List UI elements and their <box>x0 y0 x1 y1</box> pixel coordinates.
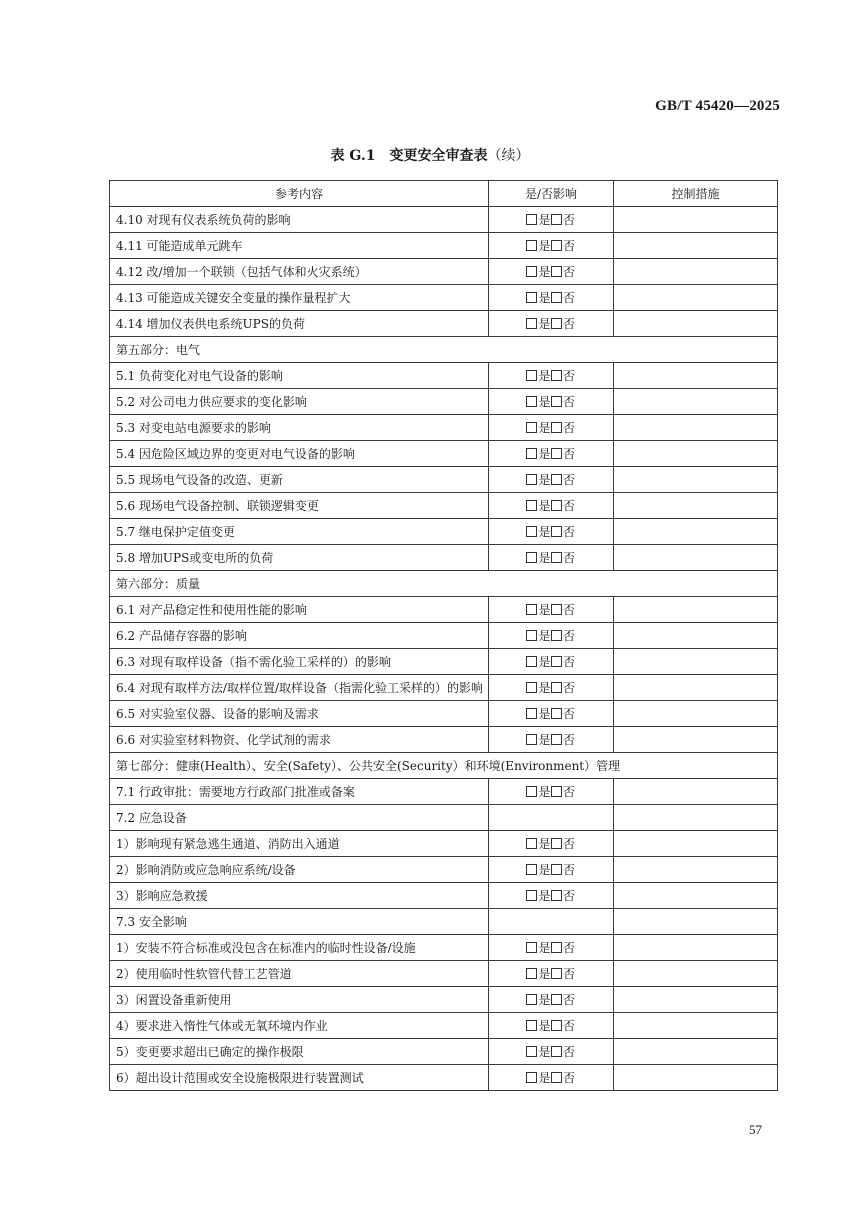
no-checkbox[interactable] <box>551 1020 562 1031</box>
no-label: 否 <box>563 239 576 253</box>
change-safety-review-table <box>109 180 778 1091</box>
yes-label: 是 <box>538 1045 551 1059</box>
yes-checkbox[interactable] <box>526 630 537 641</box>
table-row <box>110 1013 778 1039</box>
control-measure-cell[interactable] <box>614 805 778 831</box>
table-row <box>110 389 778 415</box>
reference-content-cell: 7.2 应急设备 <box>110 805 489 831</box>
table-row <box>110 1065 778 1091</box>
table-row <box>110 701 778 727</box>
table-row <box>110 493 778 519</box>
control-measure-cell[interactable] <box>614 259 778 285</box>
yes-checkbox[interactable] <box>526 318 537 329</box>
control-measure-cell[interactable] <box>614 415 778 441</box>
yes-checkbox[interactable] <box>526 1020 537 1031</box>
impact-cell <box>489 883 614 909</box>
no-checkbox[interactable] <box>551 370 562 381</box>
yes-checkbox[interactable] <box>526 1072 537 1083</box>
no-checkbox[interactable] <box>551 422 562 433</box>
impact-cell <box>489 623 614 649</box>
yes-checkbox[interactable] <box>526 708 537 719</box>
yes-checkbox[interactable] <box>526 604 537 615</box>
control-measure-cell[interactable] <box>614 1013 778 1039</box>
section-title: 第五部分：电气 <box>110 337 778 363</box>
no-checkbox[interactable] <box>551 526 562 537</box>
yes-label: 是 <box>538 1071 551 1085</box>
no-label: 否 <box>563 499 576 513</box>
column-header-reference: 参考内容 <box>110 181 489 207</box>
reference-content-cell: 4.10 对现有仪表系统负荷的影响 <box>110 207 489 233</box>
no-checkbox[interactable] <box>551 968 562 979</box>
table-label: 表 G.1 <box>330 148 376 164</box>
yes-label: 是 <box>538 369 551 383</box>
yes-checkbox[interactable] <box>526 214 537 225</box>
reference-content-cell: 5.6 现场电气设备控制、联锁逻辑变更 <box>110 493 489 519</box>
impact-cell <box>489 545 614 571</box>
yes-checkbox[interactable] <box>526 422 537 433</box>
impact-cell <box>489 727 614 753</box>
section-title: 第七部分：健康(Health）、安全(Safety）、公共安全(Security）和环境(Environment）管理 <box>110 753 778 779</box>
yes-checkbox[interactable] <box>526 864 537 875</box>
column-header-impact: 是/否影响 <box>489 181 614 207</box>
table-row <box>110 961 778 987</box>
table-row <box>110 987 778 1013</box>
no-label: 否 <box>563 785 576 799</box>
no-label: 否 <box>563 551 576 565</box>
control-measure-cell[interactable] <box>614 727 778 753</box>
control-measure-cell[interactable] <box>614 311 778 337</box>
no-label: 否 <box>563 733 576 747</box>
reference-content-cell: 5.7 继电保护定值变更 <box>110 519 489 545</box>
reference-content-cell: 7.1 行政审批：需要地方行政部门批准或备案 <box>110 779 489 805</box>
yes-checkbox[interactable] <box>526 240 537 251</box>
no-checkbox[interactable] <box>551 292 562 303</box>
no-checkbox[interactable] <box>551 396 562 407</box>
no-label: 否 <box>563 1045 576 1059</box>
reference-content-cell: 2）使用临时性软管代替工艺管道 <box>110 961 489 987</box>
yes-label: 是 <box>538 889 551 903</box>
table-row <box>110 935 778 961</box>
yes-label: 是 <box>538 1019 551 1033</box>
reference-content-cell: 3）闲置设备重新使用 <box>110 987 489 1013</box>
yes-label: 是 <box>538 421 551 435</box>
reference-content-cell: 5.2 对公司电力供应要求的变化影响 <box>110 389 489 415</box>
yes-label: 是 <box>538 291 551 305</box>
reference-content-cell: 5.4 因危险区域边界的变更对电气设备的影响 <box>110 441 489 467</box>
control-measure-cell[interactable] <box>614 597 778 623</box>
no-checkbox[interactable] <box>551 708 562 719</box>
table-continuation: （续） <box>487 148 530 164</box>
no-label: 否 <box>563 603 576 617</box>
reference-content-cell: 6.6 对实验室材料物资、化学试剂的需求 <box>110 727 489 753</box>
table-row <box>110 649 778 675</box>
reference-content-cell: 4.14 增加仪表供电系统UPS的负荷 <box>110 311 489 337</box>
yes-checkbox[interactable] <box>526 942 537 953</box>
yes-label: 是 <box>538 863 551 877</box>
control-measure-cell[interactable] <box>614 1065 778 1091</box>
table-header-row <box>110 181 778 207</box>
impact-cell <box>489 961 614 987</box>
yes-checkbox[interactable] <box>526 474 537 485</box>
no-label: 否 <box>563 213 576 227</box>
table-row <box>110 1039 778 1065</box>
impact-cell <box>489 779 614 805</box>
control-measure-cell[interactable] <box>614 493 778 519</box>
yes-checkbox[interactable] <box>526 526 537 537</box>
impact-cell <box>489 519 614 545</box>
yes-label: 是 <box>538 213 551 227</box>
impact-cell <box>489 259 614 285</box>
yes-label: 是 <box>538 447 551 461</box>
control-measure-cell[interactable] <box>614 831 778 857</box>
control-measure-cell[interactable] <box>614 961 778 987</box>
yes-label: 是 <box>538 551 551 565</box>
impact-cell <box>489 285 614 311</box>
table-row <box>110 779 778 805</box>
no-label: 否 <box>563 655 576 669</box>
table-row <box>110 883 778 909</box>
table-title <box>0 145 860 165</box>
no-label: 否 <box>563 707 576 721</box>
table-row <box>110 285 778 311</box>
no-label: 否 <box>563 317 576 331</box>
reference-content-cell: 1）安装不符合标准或没包含在标准内的临时性设备/设施 <box>110 935 489 961</box>
no-checkbox[interactable] <box>551 864 562 875</box>
no-label: 否 <box>563 421 576 435</box>
reference-content-cell: 5.5 现场电气设备的改造、更新 <box>110 467 489 493</box>
section-row <box>110 571 778 597</box>
yes-label: 是 <box>538 967 551 981</box>
control-measure-cell[interactable] <box>614 701 778 727</box>
impact-cell <box>489 389 614 415</box>
reference-content-cell: 6）超出设计范围或安全设施极限进行装置测试 <box>110 1065 489 1091</box>
table-body <box>110 207 778 1091</box>
no-checkbox[interactable] <box>551 734 562 745</box>
yes-label: 是 <box>538 733 551 747</box>
no-checkbox[interactable] <box>551 630 562 641</box>
yes-checkbox[interactable] <box>526 266 537 277</box>
no-checkbox[interactable] <box>551 942 562 953</box>
table-row <box>110 727 778 753</box>
control-measure-cell[interactable] <box>614 987 778 1013</box>
control-measure-cell[interactable] <box>614 389 778 415</box>
table-row <box>110 831 778 857</box>
impact-cell <box>489 207 614 233</box>
control-measure-cell[interactable] <box>614 675 778 701</box>
no-label: 否 <box>563 291 576 305</box>
impact-cell <box>489 363 614 389</box>
no-checkbox[interactable] <box>551 500 562 511</box>
table-row <box>110 363 778 389</box>
control-measure-cell[interactable] <box>614 649 778 675</box>
no-label: 否 <box>563 473 576 487</box>
yes-checkbox[interactable] <box>526 656 537 667</box>
table-row <box>110 441 778 467</box>
yes-checkbox[interactable] <box>526 370 537 381</box>
control-measure-cell[interactable] <box>614 909 778 935</box>
no-checkbox[interactable] <box>551 240 562 251</box>
page-number: 57 <box>749 1122 762 1137</box>
yes-label: 是 <box>538 655 551 669</box>
yes-label: 是 <box>538 239 551 253</box>
table-row <box>110 857 778 883</box>
impact-cell <box>489 831 614 857</box>
table-row <box>110 259 778 285</box>
table-row <box>110 545 778 571</box>
table-row <box>110 415 778 441</box>
impact-cell <box>489 441 614 467</box>
no-label: 否 <box>563 447 576 461</box>
impact-cell <box>489 701 614 727</box>
no-label: 否 <box>563 369 576 383</box>
no-checkbox[interactable] <box>551 1072 562 1083</box>
no-label: 否 <box>563 941 576 955</box>
table-row <box>110 597 778 623</box>
no-label: 否 <box>563 837 576 851</box>
yes-label: 是 <box>538 629 551 643</box>
reference-content-cell: 4.13 可能造成关键安全变量的操作量程扩大 <box>110 285 489 311</box>
table-row <box>110 311 778 337</box>
impact-cell <box>489 1013 614 1039</box>
control-measure-cell[interactable] <box>614 363 778 389</box>
impact-cell <box>489 649 614 675</box>
yes-label: 是 <box>538 265 551 279</box>
control-measure-cell[interactable] <box>614 623 778 649</box>
yes-checkbox[interactable] <box>526 292 537 303</box>
standard-code: GB/T 45420—2025 <box>655 98 780 114</box>
yes-label: 是 <box>538 473 551 487</box>
subheading-row <box>110 909 778 935</box>
control-measure-cell[interactable] <box>614 935 778 961</box>
no-label: 否 <box>563 525 576 539</box>
impact-cell <box>489 1039 614 1065</box>
section-row <box>110 753 778 779</box>
yes-checkbox[interactable] <box>526 786 537 797</box>
impact-cell <box>489 493 614 519</box>
no-label: 否 <box>563 993 576 1007</box>
reference-content-cell: 3）影响应急救援 <box>110 883 489 909</box>
yes-label: 是 <box>538 317 551 331</box>
reference-content-cell: 2）影响消防或应急响应系统/设备 <box>110 857 489 883</box>
impact-cell <box>489 233 614 259</box>
no-checkbox[interactable] <box>551 318 562 329</box>
impact-cell <box>489 1065 614 1091</box>
yes-label: 是 <box>538 525 551 539</box>
table-row <box>110 233 778 259</box>
no-checkbox[interactable] <box>551 1046 562 1057</box>
impact-cell <box>489 415 614 441</box>
impact-cell <box>489 805 614 831</box>
yes-checkbox[interactable] <box>526 968 537 979</box>
reference-content-cell: 6.2 产品储存容器的影响 <box>110 623 489 649</box>
yes-label: 是 <box>538 941 551 955</box>
yes-checkbox[interactable] <box>526 500 537 511</box>
reference-content-cell: 5.1 负荷变化对电气设备的影响 <box>110 363 489 389</box>
no-checkbox[interactable] <box>551 786 562 797</box>
section-row <box>110 337 778 363</box>
no-label: 否 <box>563 1019 576 1033</box>
yes-label: 是 <box>538 395 551 409</box>
control-measure-cell[interactable] <box>614 883 778 909</box>
no-checkbox[interactable] <box>551 266 562 277</box>
no-label: 否 <box>563 863 576 877</box>
reference-content-cell: 4.11 可能造成单元跳车 <box>110 233 489 259</box>
yes-label: 是 <box>538 603 551 617</box>
no-label: 否 <box>563 629 576 643</box>
yes-label: 是 <box>538 681 551 695</box>
impact-cell <box>489 467 614 493</box>
impact-cell <box>489 935 614 961</box>
reference-content-cell: 6.5 对实验室仪器、设备的影响及需求 <box>110 701 489 727</box>
yes-label: 是 <box>538 707 551 721</box>
reference-content-cell: 6.4 对现有取样方法/取样位置/取样设备（指需化验工采样的）的影响 <box>110 675 489 701</box>
table-row <box>110 623 778 649</box>
yes-checkbox[interactable] <box>526 994 537 1005</box>
reference-content-cell: 6.1 对产品稳定性和使用性能的影响 <box>110 597 489 623</box>
subheading-row <box>110 805 778 831</box>
table-row <box>110 519 778 545</box>
no-checkbox[interactable] <box>551 448 562 459</box>
impact-cell <box>489 311 614 337</box>
no-checkbox[interactable] <box>551 994 562 1005</box>
reference-content-cell: 5.3 对变电站电源要求的影响 <box>110 415 489 441</box>
yes-checkbox[interactable] <box>526 734 537 745</box>
impact-cell <box>489 857 614 883</box>
no-checkbox[interactable] <box>551 214 562 225</box>
control-measure-cell[interactable] <box>614 233 778 259</box>
table-name: 变更安全审查表 <box>389 148 488 164</box>
table-row <box>110 675 778 701</box>
yes-checkbox[interactable] <box>526 396 537 407</box>
reference-content-cell: 7.3 安全影响 <box>110 909 489 935</box>
no-label: 否 <box>563 681 576 695</box>
reference-content-cell: 4.12 改/增加一个联锁（包括气体和火灾系统） <box>110 259 489 285</box>
no-label: 否 <box>563 967 576 981</box>
control-measure-cell[interactable] <box>614 779 778 805</box>
table-row <box>110 467 778 493</box>
impact-cell <box>489 675 614 701</box>
reference-content-cell: 4）要求进入惰性气体或无氧环境内作业 <box>110 1013 489 1039</box>
no-checkbox[interactable] <box>551 890 562 901</box>
no-checkbox[interactable] <box>551 604 562 615</box>
yes-checkbox[interactable] <box>526 1046 537 1057</box>
yes-label: 是 <box>538 499 551 513</box>
control-measure-cell[interactable] <box>614 545 778 571</box>
reference-content-cell: 1）影响现有紧急逃生通道、消防出入通道 <box>110 831 489 857</box>
no-checkbox[interactable] <box>551 682 562 693</box>
no-checkbox[interactable] <box>551 552 562 563</box>
no-checkbox[interactable] <box>551 838 562 849</box>
section-title: 第六部分：质量 <box>110 571 778 597</box>
impact-cell <box>489 987 614 1013</box>
control-measure-cell[interactable] <box>614 441 778 467</box>
yes-checkbox[interactable] <box>526 890 537 901</box>
yes-label: 是 <box>538 993 551 1007</box>
yes-checkbox[interactable] <box>526 838 537 849</box>
control-measure-cell[interactable] <box>614 1039 778 1065</box>
no-checkbox[interactable] <box>551 656 562 667</box>
no-label: 否 <box>563 395 576 409</box>
reference-content-cell: 5）变更要求超出已确定的操作极限 <box>110 1039 489 1065</box>
control-measure-cell[interactable] <box>614 207 778 233</box>
impact-cell <box>489 909 614 935</box>
table-row <box>110 207 778 233</box>
control-measure-cell[interactable] <box>614 519 778 545</box>
yes-label: 是 <box>538 837 551 851</box>
impact-cell <box>489 597 614 623</box>
yes-checkbox[interactable] <box>526 448 537 459</box>
no-checkbox[interactable] <box>551 474 562 485</box>
no-label: 否 <box>563 889 576 903</box>
yes-checkbox[interactable] <box>526 552 537 563</box>
yes-label: 是 <box>538 785 551 799</box>
reference-content-cell: 5.8 增加UPS或变电所的负荷 <box>110 545 489 571</box>
control-measure-cell[interactable] <box>614 285 778 311</box>
column-header-control: 控制措施 <box>614 181 778 207</box>
control-measure-cell[interactable] <box>614 857 778 883</box>
reference-content-cell: 6.3 对现有取样设备（指不需化验工采样的）的影响 <box>110 649 489 675</box>
no-label: 否 <box>563 1071 576 1085</box>
control-measure-cell[interactable] <box>614 467 778 493</box>
no-label: 否 <box>563 265 576 279</box>
yes-checkbox[interactable] <box>526 682 537 693</box>
